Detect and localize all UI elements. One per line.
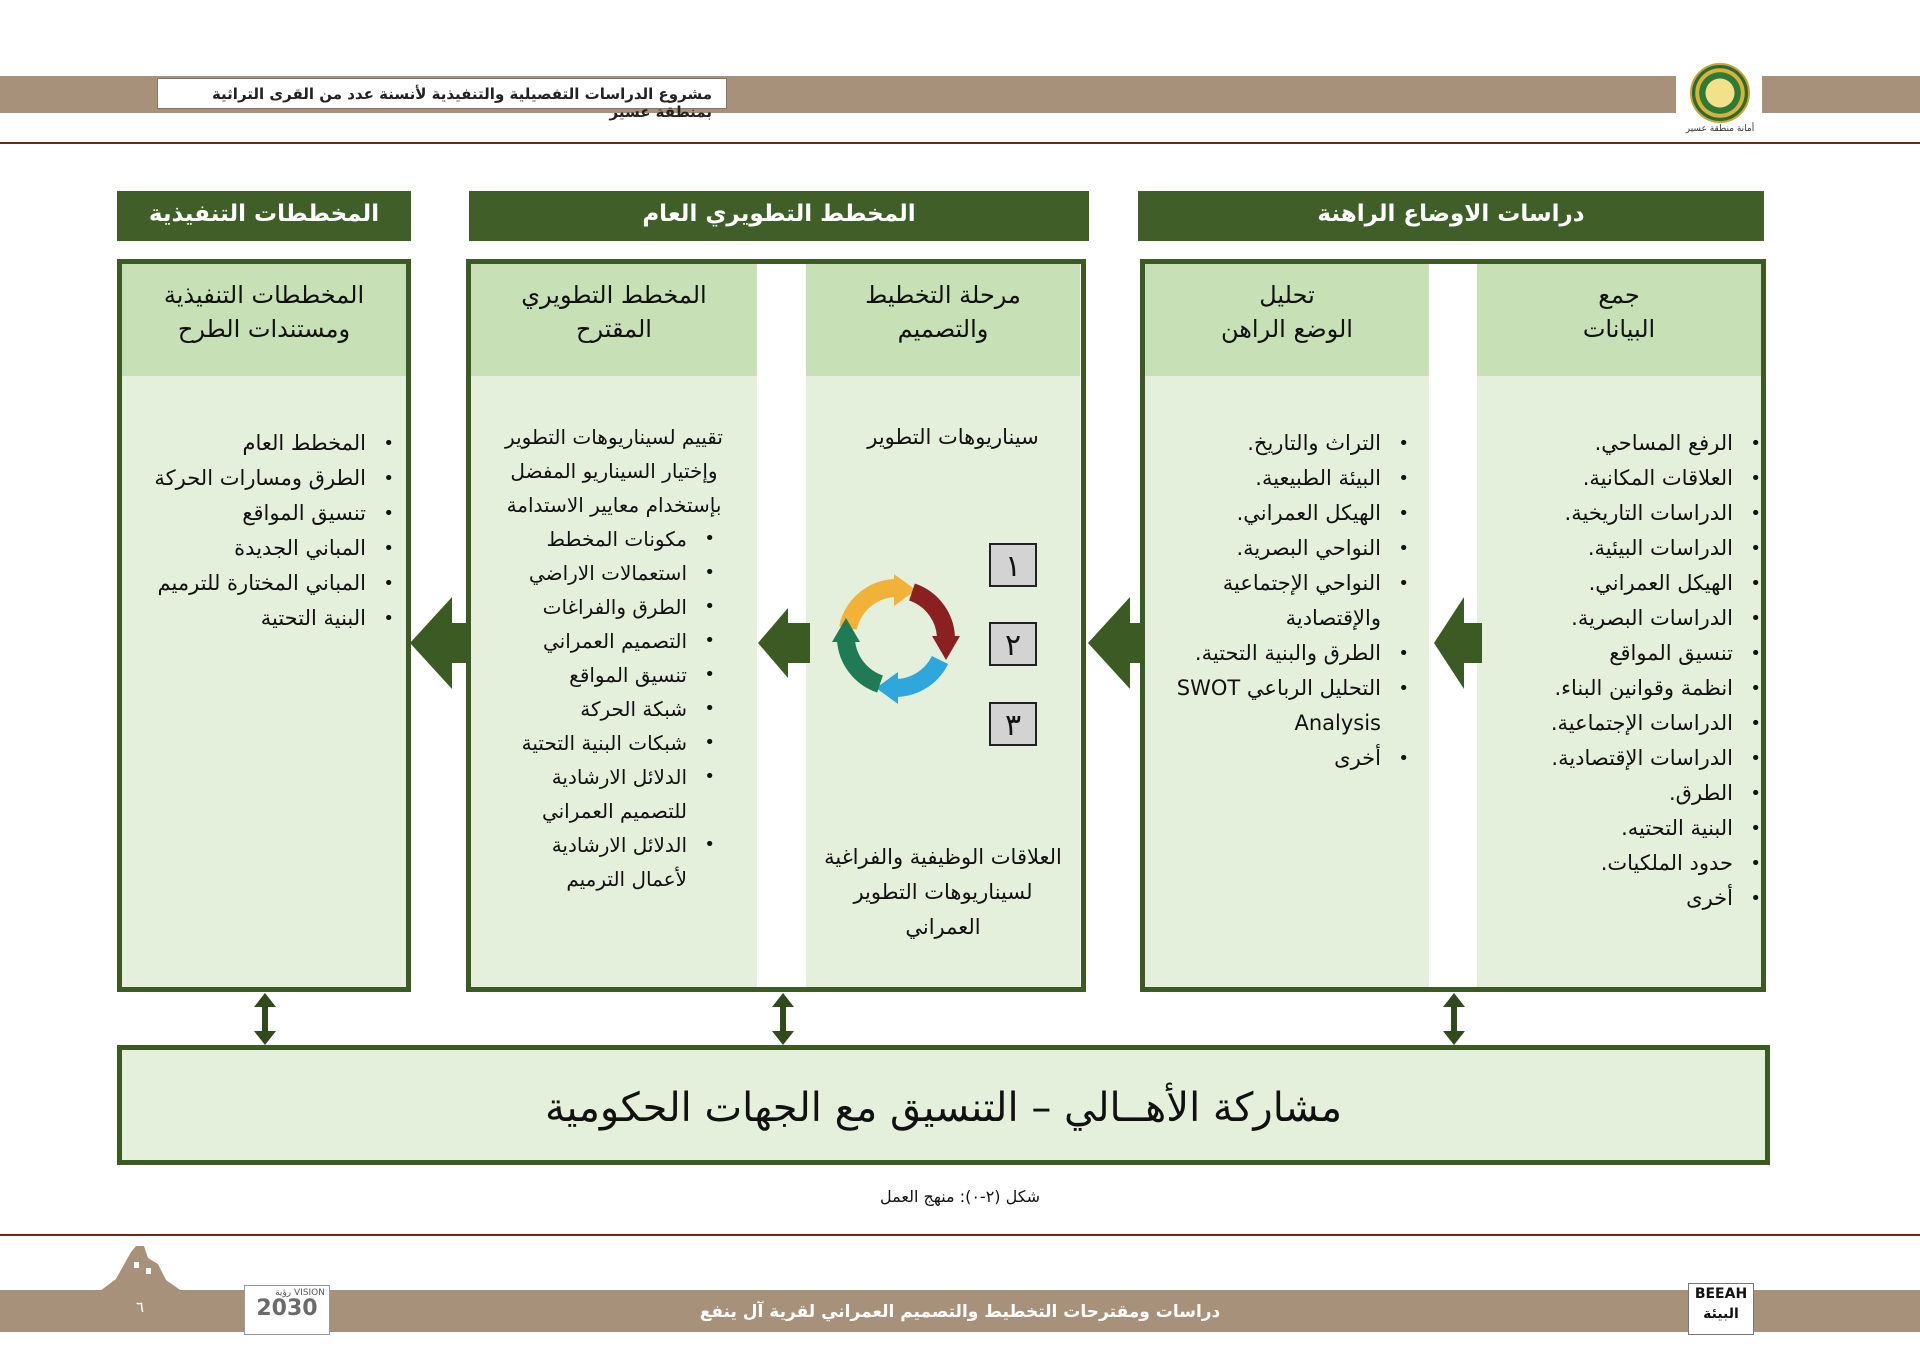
left-arrow-icon xyxy=(1434,597,1464,689)
list-item: • الطرق ومسارات الحركة xyxy=(122,461,366,496)
cycle-diagram xyxy=(826,568,966,712)
left-arrow-icon xyxy=(410,597,452,689)
list-item: • الرفع المساحي. xyxy=(1477,426,1733,461)
footer-divider xyxy=(0,1234,1920,1236)
list-item: • المباني المختارة للترميم xyxy=(122,566,366,601)
list-item: • تنسيق المواقع xyxy=(491,658,687,692)
cycle-arrows-icon xyxy=(826,568,966,708)
planning-stage-title: مرحلة التخطيط والتصميم xyxy=(806,264,1080,376)
list-item: • مكونات المخطط xyxy=(491,522,687,556)
figure-caption: شكل (٢-٠): منهج العمل xyxy=(880,1187,1040,1206)
executive-plans-list xyxy=(122,376,406,636)
list-item: • الهيكل العمراني. xyxy=(1477,566,1733,601)
down-arrow-icon xyxy=(254,1031,276,1045)
proposed-plan-body xyxy=(471,376,757,987)
list-item: • العلاقات المكانية. xyxy=(1477,461,1733,496)
beeah-logo: BEEAH البيئة xyxy=(1688,1283,1754,1335)
list-item: • الدلائل الارشادية لأعمال الترميم xyxy=(491,828,687,896)
data-collection-title: جمع البيانات xyxy=(1477,264,1761,376)
list-item: • البيئة الطبيعية. xyxy=(1145,461,1381,496)
connector xyxy=(780,1006,786,1032)
list-item: • البنية التحتيه. xyxy=(1477,811,1733,846)
connector xyxy=(1451,1006,1457,1032)
asir-municipality-logo xyxy=(1690,63,1750,123)
data-collection-list xyxy=(1477,376,1761,916)
list-item: • الدراسات الإجتماعية. xyxy=(1477,706,1733,741)
community-participation-box: مشاركة الأهــالي – التنسيق مع الجهات الحكومية xyxy=(117,1045,1770,1165)
list-item: • أخرى xyxy=(1477,881,1733,916)
general-plan-header: المخطط التطويري العام xyxy=(469,191,1089,241)
list-item: • الهيكل العمراني. xyxy=(1145,496,1381,531)
list-item: • الطرق والبنية التحتية. xyxy=(1145,636,1381,671)
list-item: • شبكات البنية التحتية xyxy=(491,726,687,760)
list-item: • تنسيق المواقع xyxy=(122,496,366,531)
proposed-plan-list xyxy=(471,522,757,896)
project-title: مشروع الدراسات التفصيلية والتنفيذية لأنسنة عدد من القرى التراثية بمنطقة عسير xyxy=(157,78,727,109)
up-arrow-icon xyxy=(254,993,276,1007)
scenario-number-1: ١ xyxy=(989,543,1037,587)
list-item: • النواحي الإجتماعية والإقتصادية xyxy=(1145,566,1381,636)
list-item: • حدود الملكيات. xyxy=(1477,846,1733,881)
connector xyxy=(262,1006,268,1032)
list-item: • النواحي البصرية. xyxy=(1145,531,1381,566)
executive-plans-body xyxy=(122,376,406,987)
proposed-plan-intro: تقييم لسيناريوهات التطوير وإختيار السيناريو المفضل بإستخدام معايير الاستدامة xyxy=(505,425,723,517)
list-item: • الدلائل الارشادية للتصميم العمراني xyxy=(491,760,687,828)
list-item: • الدراسات البصرية. xyxy=(1477,601,1733,636)
list-item: • الدراسات البيئية. xyxy=(1477,531,1733,566)
scenario-number-2: ٢ xyxy=(989,622,1037,666)
list-item: • الدراسات التاريخية. xyxy=(1477,496,1733,531)
list-item: • شبكة الحركة xyxy=(491,692,687,726)
current-analysis-list xyxy=(1145,376,1429,776)
down-arrow-icon xyxy=(1443,1031,1465,1045)
list-item: • انظمة وقوانين البناء. xyxy=(1477,671,1733,706)
list-item: • الدراسات الإقتصادية. xyxy=(1477,741,1733,776)
current-status-header: دراسات الاوضاع الراهنة xyxy=(1138,191,1764,241)
proposed-plan-title: المخطط التطويري المقترح xyxy=(471,264,757,376)
current-analysis-body xyxy=(1145,376,1429,987)
executive-plans-title: المخططات التنفيذية ومستندات الطرح xyxy=(122,264,406,376)
current-analysis-title: تحليل الوضع الراهن xyxy=(1145,264,1429,376)
functional-relations-text: العلاقات الوظيفية والفراغية لسيناريوهات التطوير العمراني xyxy=(824,845,1062,939)
list-item: • أخرى xyxy=(1145,741,1381,776)
list-item: • التصميم العمراني xyxy=(491,624,687,658)
executive-plans-header: المخططات التنفيذية xyxy=(117,191,411,241)
logo-caption: أمانة منطقة عسير xyxy=(1685,124,1755,134)
list-item: • المخطط العام xyxy=(122,426,366,461)
list-item: • الطرق والفراغات xyxy=(491,590,687,624)
left-arrow-icon xyxy=(758,608,788,678)
list-item: • البنية التحتية xyxy=(122,601,366,636)
scenarios-text: سيناريوهات التطوير xyxy=(867,425,1039,449)
list-item: • الطرق. xyxy=(1477,776,1733,811)
up-arrow-icon xyxy=(1443,993,1465,1007)
vision-2030-logo: رؤية VISION 2030 xyxy=(244,1285,330,1335)
list-item: • تنسيق المواقع xyxy=(1477,636,1733,671)
header-divider xyxy=(0,142,1920,144)
left-arrow-icon xyxy=(1088,597,1130,689)
up-arrow-icon xyxy=(772,993,794,1007)
list-item: • استعمالات الاراضي xyxy=(491,556,687,590)
list-item: • التراث والتاريخ. xyxy=(1145,426,1381,461)
down-arrow-icon xyxy=(772,1031,794,1045)
scenario-number-3: ٣ xyxy=(989,702,1037,746)
list-item: • المباني الجديدة xyxy=(122,531,366,566)
data-collection-body xyxy=(1477,376,1761,987)
list-item: • التحليل الرباعي SWOT Analysis xyxy=(1145,671,1381,741)
footer-title: دراسات ومقترحات التخطيط والتصميم العمراني لقرية آل ينفع xyxy=(699,1302,1221,1322)
page-number: ٦ xyxy=(135,1298,145,1316)
